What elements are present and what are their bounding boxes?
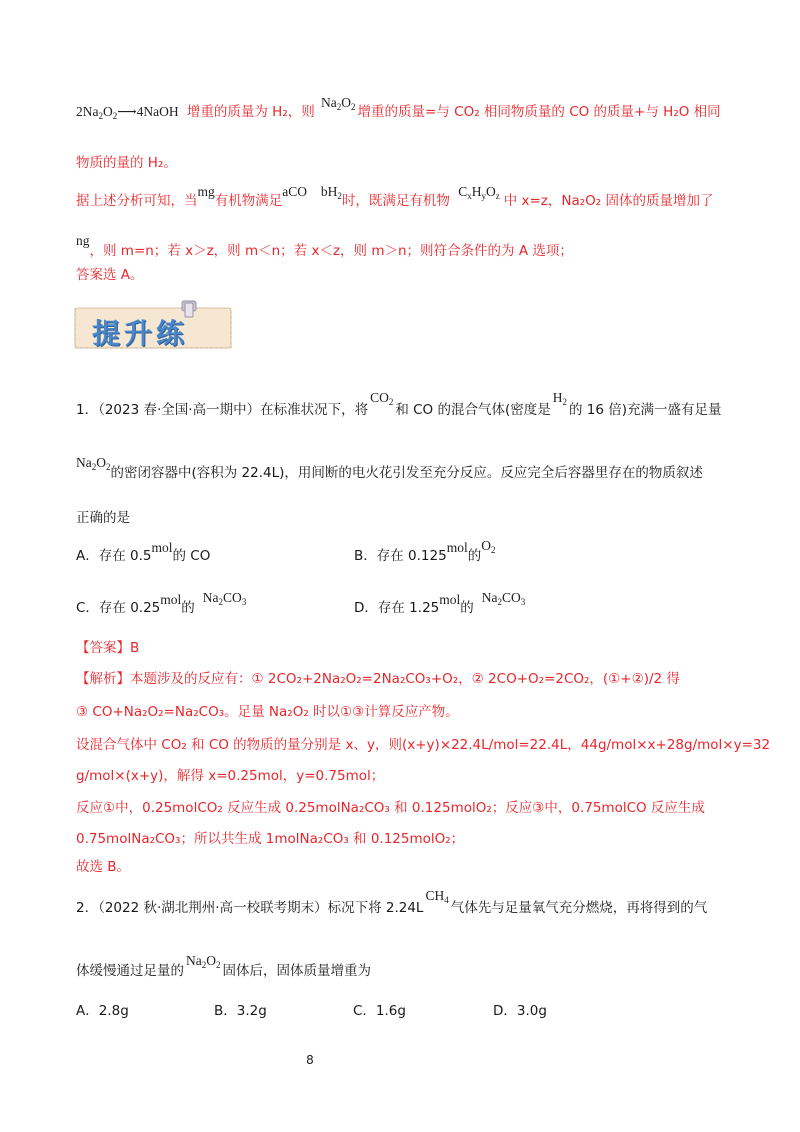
text-segment: 1．（2023 春·全国·高一期中）在标准状况下，将 [76, 402, 369, 418]
option-unit: mol [160, 592, 182, 607]
question-1-line-1 [76, 390, 722, 420]
option-label: D．存在 1.25 [354, 600, 440, 616]
formula-2na2o2: $2Na_2O_2$ [76, 104, 118, 121]
option-c[interactable]: C．1.6g [353, 1003, 406, 1019]
banner-title: 提升练 [92, 317, 189, 350]
analysis-line-3: 设混合气体中 CO₂ 和 CO 的物质的量分别是 x、y，则(x+y)×22.4L/mol=22.4L，44g/mol×x+28g/mol×y=32 [76, 737, 771, 753]
text-segment: 体缓慢通过足量的 [76, 963, 184, 979]
formula-cxhyoz: $C_xH_yO_z$ [458, 184, 500, 201]
option-c[interactable] [76, 590, 247, 618]
question-1-line-3: 正确的是 [76, 510, 130, 526]
text-segment: 固体后，固体质量增重为 [222, 963, 371, 979]
text-segment: 有机物满足 [214, 193, 283, 209]
answer-label: 【答案】B [76, 640, 140, 656]
formula-na2o2: $Na_2O_2$ [76, 455, 111, 472]
analysis-line-2: ③ CO+Na₂O₂=Na₂CO₃。足量 Na₂O₂ 时以①③计算反应产物。 [76, 704, 459, 720]
text-segment: 据上述分析可知，当 [76, 193, 198, 209]
option-tail: 的 [460, 600, 474, 616]
formula-aco-bh2: aCO $⃞bH_2$ [282, 184, 342, 201]
text-line-4 [76, 233, 573, 261]
text-segment: 的 16 倍)充满一盛有足量 [569, 402, 722, 418]
text-segment: ，则 m=n；若 x＞z，则 m＜n；若 x＜z，则 m＞n；则符合条件的为 A 选项； [89, 243, 573, 259]
analysis-line-4: g/mol×(x+y)，解得 x=0.25mol，y=0.75mol； [76, 768, 385, 784]
text-segment: 时，既满足有机物 [341, 193, 450, 209]
formula-arrow-naoh: ⟶4NaOH [117, 104, 179, 119]
formula-ch4: $CH_4$ [425, 888, 449, 905]
analysis-line-5: 反应①中，0.25molCO₂ 反应生成 0.25molNa₂CO₃ 和 0.125molO₂；反应③中，0.75molCO 反应生成 [76, 800, 705, 816]
option-tail: 的 [181, 600, 195, 616]
option-label: B．存在 0.125 [354, 548, 447, 564]
section-banner [72, 300, 234, 352]
option-label: C．存在 0.25 [76, 600, 161, 616]
option-a[interactable]: A．2.8g [76, 1003, 129, 1019]
analysis-line-7: 故选 B。 [76, 859, 131, 875]
text-segment: 气体先与足量氧气充分燃烧，再将得到的气 [450, 900, 708, 916]
question-2-line-2 [76, 953, 371, 981]
text-line-3 [76, 184, 714, 211]
question-1-line-2 [76, 455, 703, 483]
text-segment: 增重的质量为 H₂，则 [186, 104, 315, 120]
option-label: A．存在 0.5 [76, 548, 152, 564]
text-line-2: 物质的量的 H₂。 [76, 155, 177, 171]
analysis-line-6: 0.75molNa₂CO₃；所以共生成 1molNa₂CO₃ 和 0.125molO₂； [76, 831, 465, 847]
option-b[interactable] [354, 538, 496, 566]
text-segment: 2．（2022 秋·湖北荆州·高一校联考期末）标况下将 2.24L [76, 900, 424, 916]
option-d[interactable]: D．3.0g [493, 1003, 547, 1019]
option-unit: mol [151, 540, 173, 555]
option-tail: 的 [467, 548, 482, 564]
formula-na2co3: $Na_2CO_3$ [202, 590, 247, 607]
text-segment: 中 x=z，Na₂O₂ 固体的质量增加了 [503, 193, 714, 209]
answer-line: 答案选 A。 [76, 267, 144, 283]
text-segment: 和 CO 的混合气体(密度是 [395, 402, 551, 418]
formula-o2: $O_2$ [481, 538, 496, 555]
question-2-line-1 [76, 888, 708, 918]
formula-co2: $CO_2$ [370, 390, 394, 407]
text-line-1 [76, 95, 721, 122]
option-b[interactable]: B．3.2g [214, 1003, 267, 1019]
analysis-line-1: 【解析】本题涉及的反应有：① 2CO₂+2Na₂O₂=2Na₂CO₃+O₂，② 2CO+O₂=2CO₂，(①+②)/2 得 [76, 671, 680, 687]
option-a[interactable] [76, 540, 211, 566]
option-tail: 的 CO [172, 548, 211, 564]
option-unit: mol [439, 592, 461, 607]
page-number: 8 [306, 1053, 314, 1067]
formula-h2: $H_2$ [552, 390, 567, 407]
formula-na2o2: $Na_2O_2$ [186, 953, 221, 970]
text-segment: 增重的质量=与 CO₂ 相同物质量的 CO 的质量+与 H₂O 相同 [357, 104, 721, 120]
option-unit: mol [446, 540, 468, 555]
formula-ng: ng [76, 233, 90, 248]
formula-na2o2: $Na_2O_2$ [321, 95, 356, 112]
formula-na2co3: $Na_2CO_3$ [481, 590, 526, 607]
formula-mg: mg [197, 184, 215, 199]
option-d[interactable] [354, 590, 526, 618]
text-segment: 的密闭容器中(容积为 22.4L)，用间断的电火花引发至充分反应。反应完全后容器里存在的物质叙述 [110, 465, 703, 481]
